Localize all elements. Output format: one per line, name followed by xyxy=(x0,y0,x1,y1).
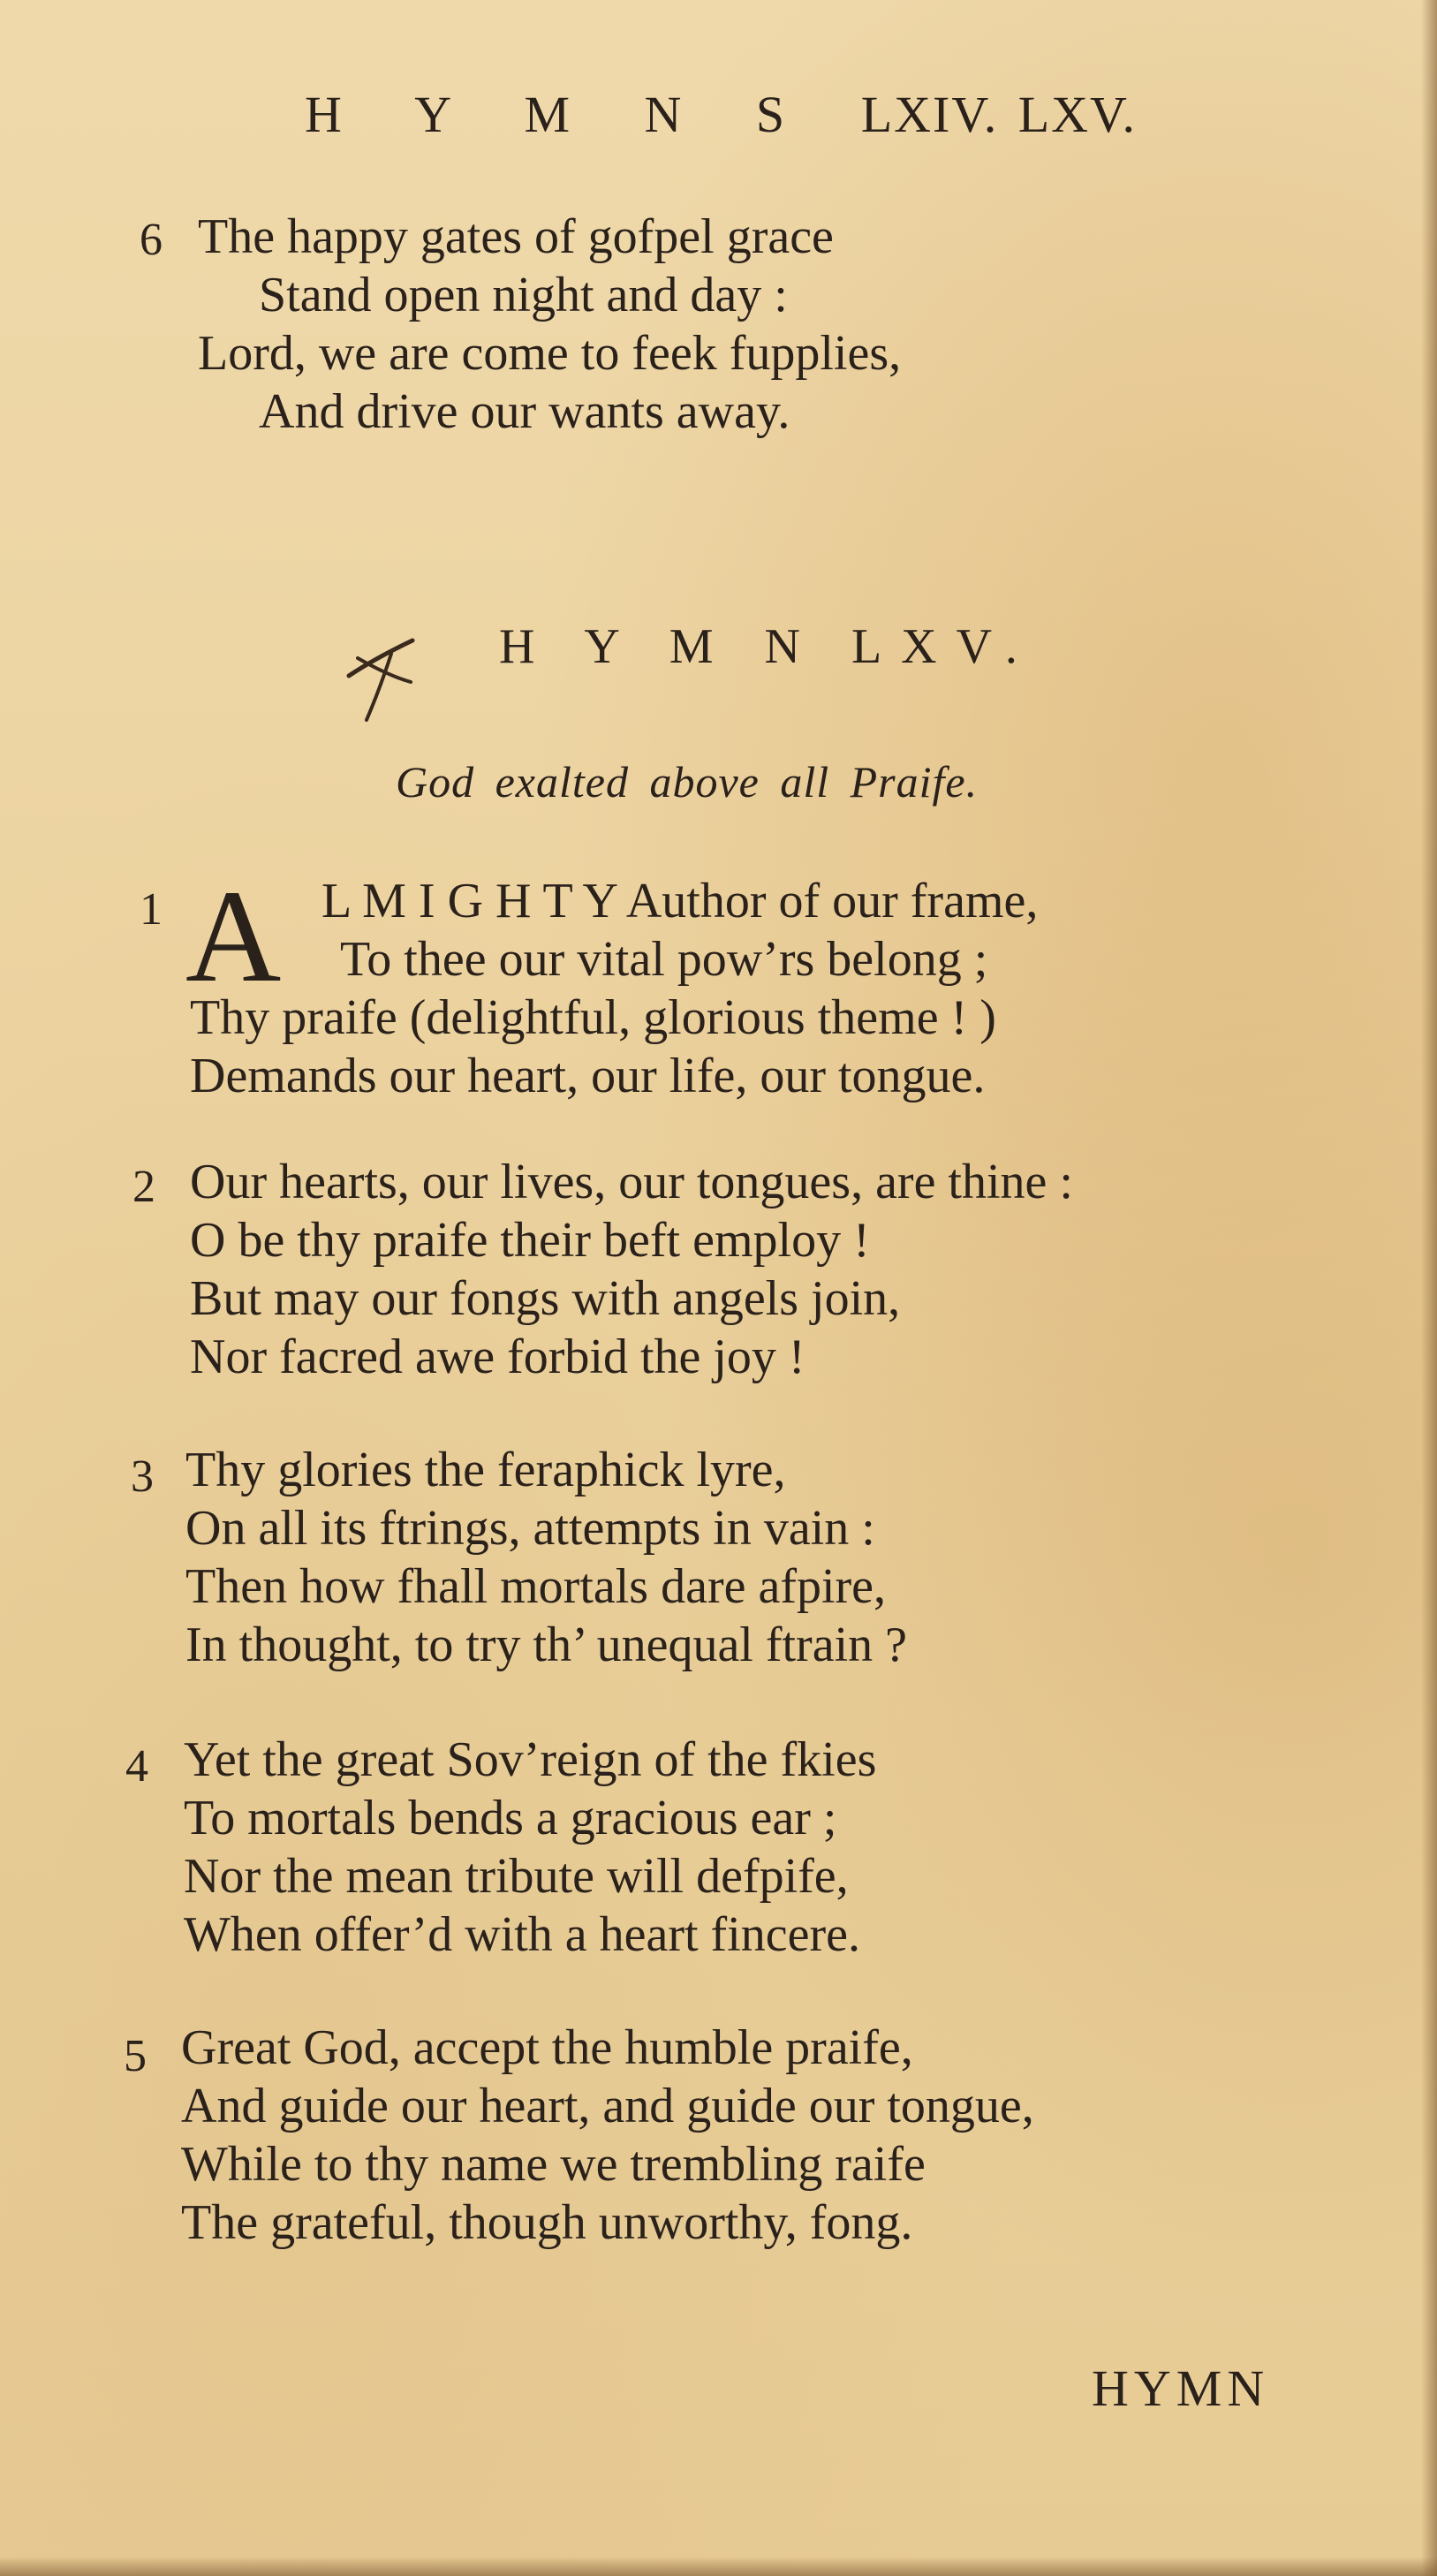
verse-line: Nor the mean tribute will defpife, xyxy=(184,1849,849,1904)
verse-line: To thee our vital pow’rs belong ; xyxy=(340,932,988,987)
verse-line: And guide our heart, and guide our tongue, xyxy=(181,2079,1034,2133)
verse-line: But may our fongs with angels join, xyxy=(190,1271,901,1326)
verse-line: Great God, accept the humble praife, xyxy=(181,2020,913,2075)
verse-line: L M I G H T Y Author of our frame, xyxy=(321,874,1039,928)
stanza-number: 1 xyxy=(140,884,163,935)
hymn-subtitle: God exalted above all Praife. xyxy=(396,757,979,807)
catchword: HYMN xyxy=(1092,2360,1270,2417)
verse-line: Yet the great Sov’reign of the fkies xyxy=(184,1732,877,1787)
running-head-title: H Y M N S xyxy=(305,86,813,143)
verse-line: On all its ftrings, attempts in vain : xyxy=(185,1501,875,1556)
stanza-number: 3 xyxy=(131,1451,154,1502)
verse-line: Demands our heart, our life, our tongue. xyxy=(190,1049,986,1103)
handwritten-mark xyxy=(340,618,420,724)
running-head xyxy=(305,85,1137,144)
verse-line: When offer’d with a heart fincere. xyxy=(184,1907,860,1962)
verse-line: Lord, we are come to feek fupplies, xyxy=(198,326,902,381)
verse-line: Stand open night and day : xyxy=(259,268,788,322)
verse-line: Thy glories the feraphick lyre, xyxy=(185,1443,786,1497)
stanza-number: 4 xyxy=(125,1741,148,1792)
verse-line: O be thy praife their beft employ ! xyxy=(190,1213,870,1268)
page-edge-shadow xyxy=(1421,0,1437,2576)
verse-line: Thy praife (delightful, glorious theme ! ) xyxy=(190,990,996,1045)
running-head-numbers: LXIV. LXV. xyxy=(860,86,1137,143)
hymn-title: H Y M N LXV. xyxy=(499,619,1037,674)
verse-line: Then how fhall mortals dare afpire, xyxy=(185,1559,887,1614)
page-bottom-shadow xyxy=(0,2557,1437,2576)
verse-line: Our hearts, our lives, our tongues, are thine : xyxy=(190,1155,1073,1209)
stanza-number: 2 xyxy=(132,1162,155,1212)
stanza-number: 6 xyxy=(140,215,163,265)
verse-line: In thought, to try th’ unequal ftrain ? xyxy=(185,1618,907,1672)
stanza-number: 5 xyxy=(124,2031,147,2081)
verse-line: While to thy name we trembling raife xyxy=(181,2137,926,2192)
verse-line: To mortals bends a gracious ear ; xyxy=(184,1791,837,1845)
drop-cap: A xyxy=(185,863,282,1010)
verse-line: The grateful, though unworthy, fong. xyxy=(181,2195,913,2250)
verse-line: The happy gates of gofpel grace xyxy=(198,209,834,264)
verse-line: Nor facred awe forbid the joy ! xyxy=(190,1330,805,1384)
verse-line: And drive our wants away. xyxy=(259,384,790,439)
